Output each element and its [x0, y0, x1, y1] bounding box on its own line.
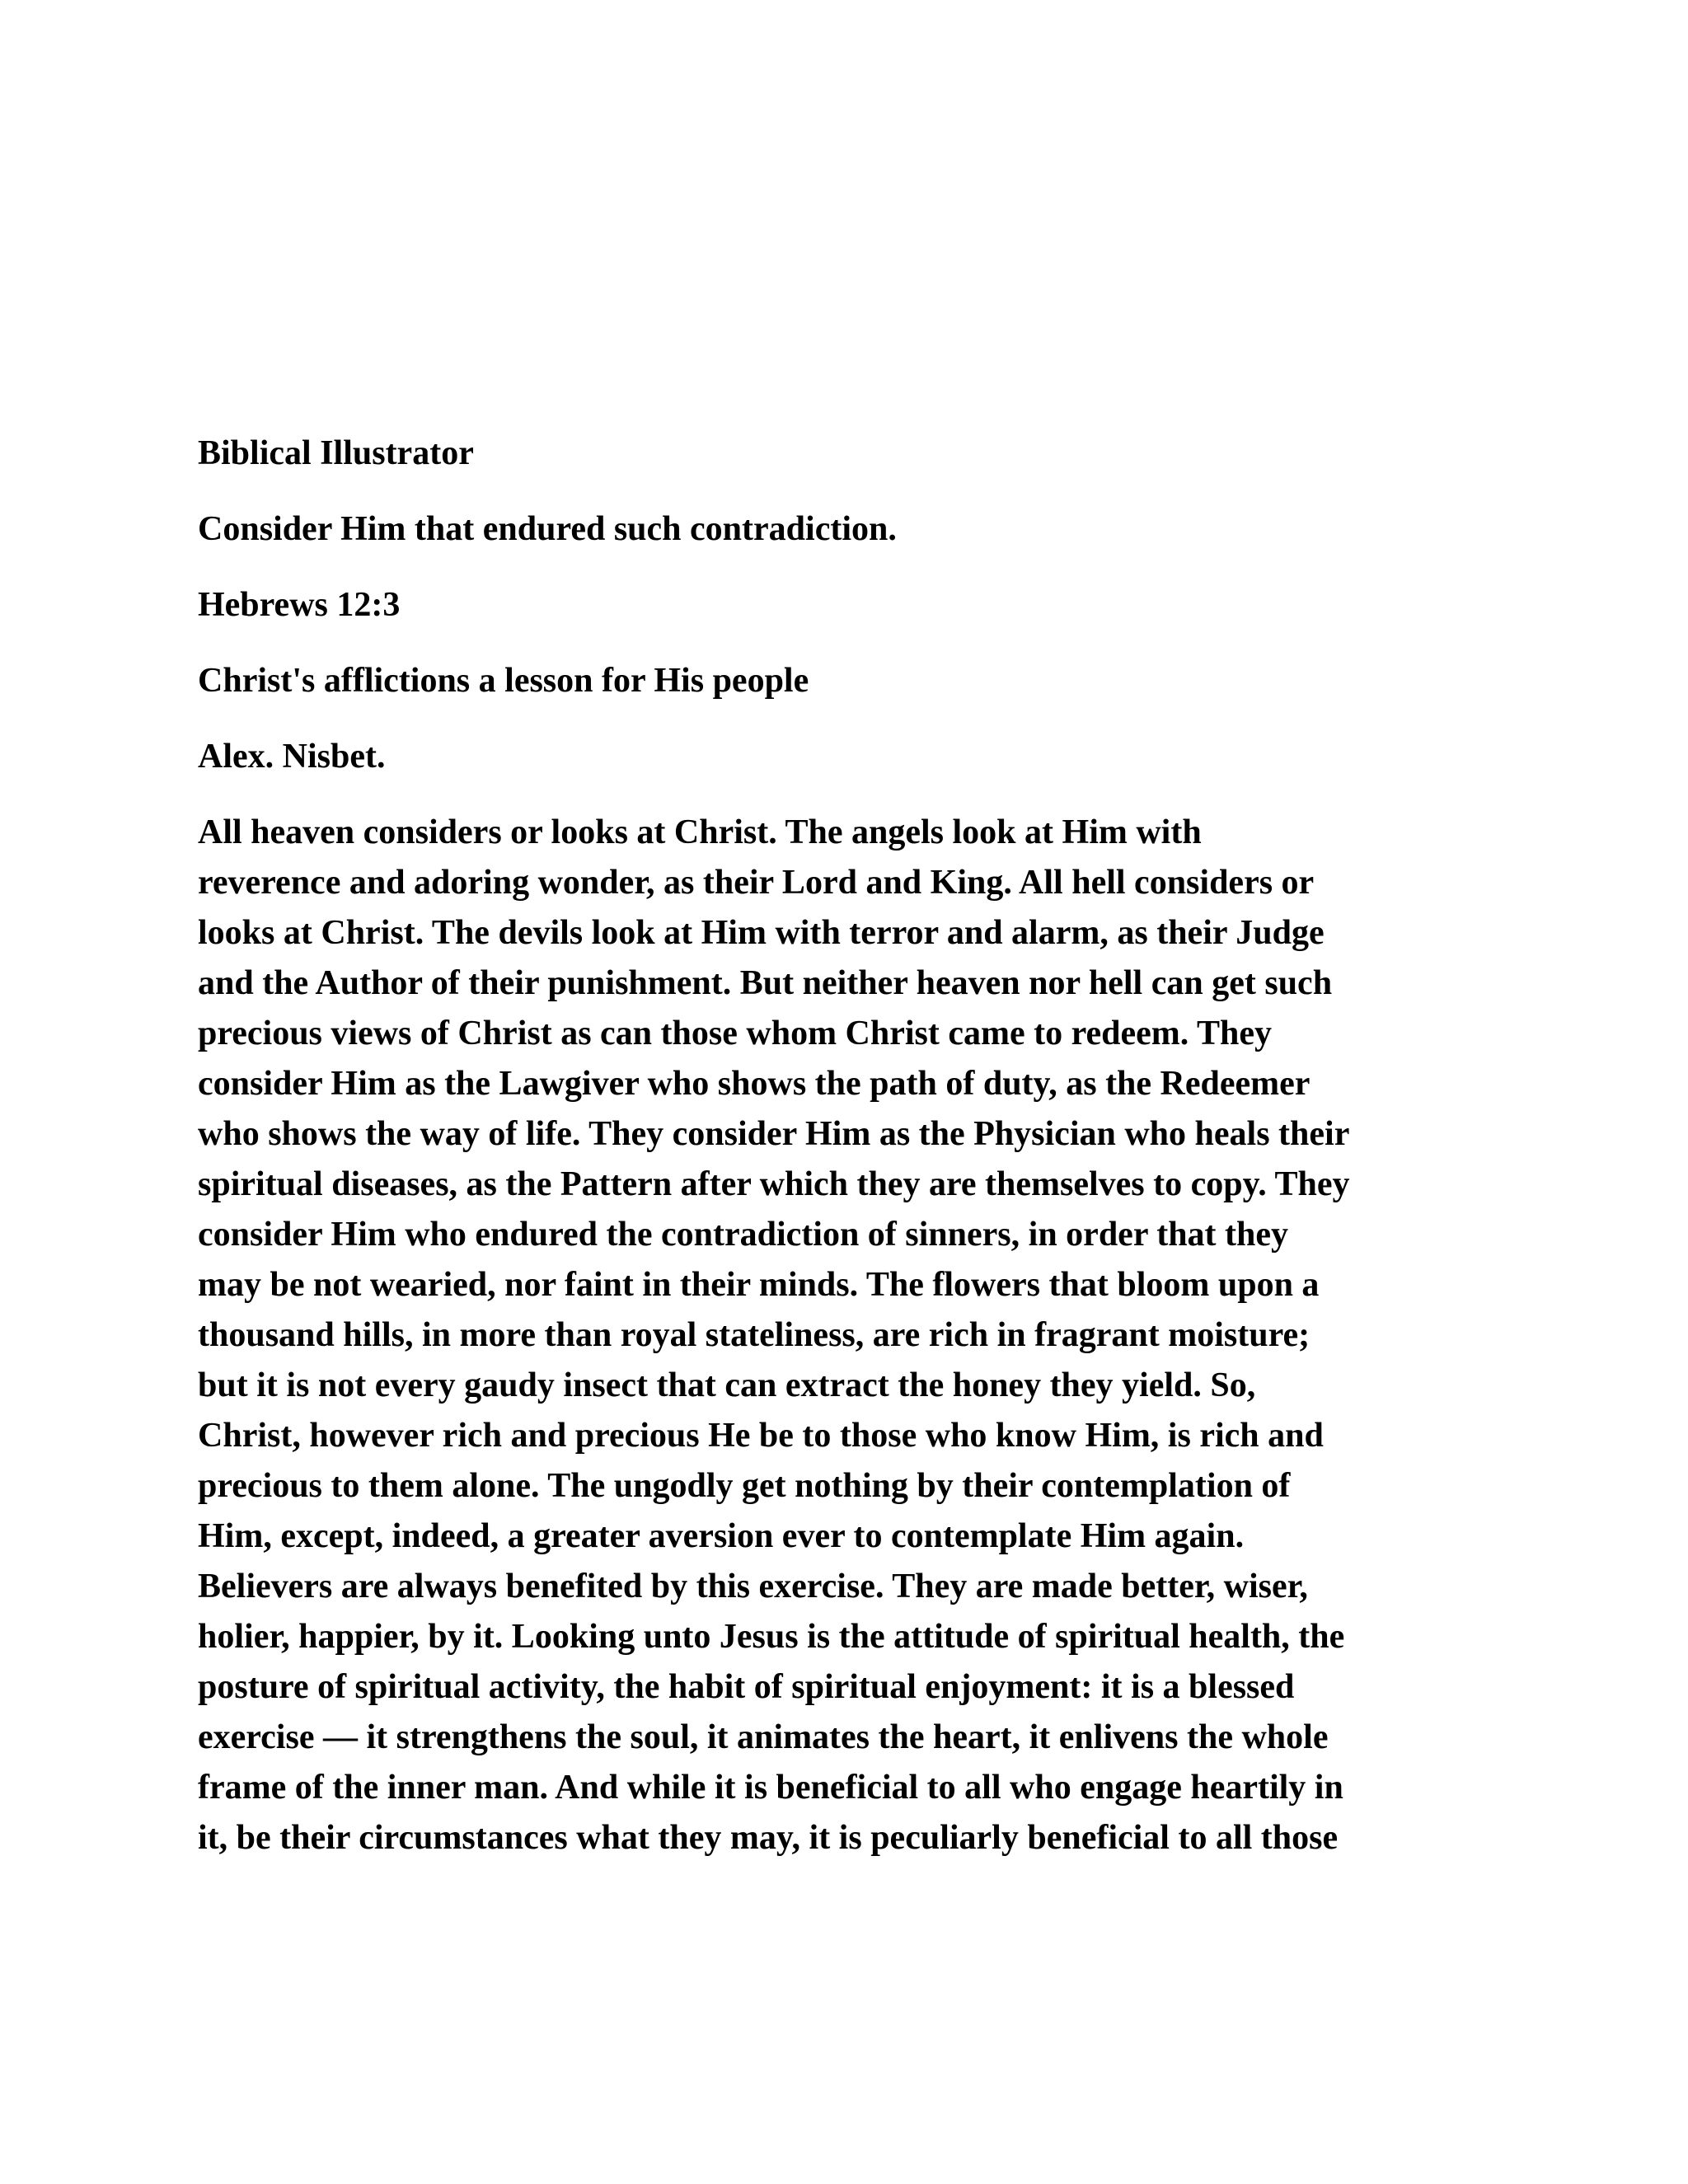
- body-line: but it is not every gaudy insect that can extract the honey they yield. So,: [198, 1366, 1256, 1404]
- body-line: thousand hills, in more than royal stateliness, are rich in fragrant moisture;: [198, 1316, 1311, 1354]
- body-line: spiritual diseases, as the Pattern after which they are themselves to copy. They: [198, 1165, 1350, 1203]
- section-title: Christ's afflictions a lesson for His people: [198, 662, 809, 700]
- source-title: Biblical Illustrator: [198, 434, 474, 472]
- body-paragraph: [198, 808, 1500, 1863]
- author: Alex. Nisbet.: [198, 738, 386, 776]
- body-line: precious to them alone. The ungodly get nothing by their contemplation of: [198, 1467, 1291, 1505]
- body-line: posture of spiritual activity, the habit of spiritual enjoyment: it is a blessed: [198, 1668, 1295, 1706]
- body-line: Him, except, indeed, a greater aversion ever to contemplate Him again.: [198, 1517, 1245, 1555]
- body-line: it, be their circumstances what they may, it is peculiarly beneficial to all those: [198, 1819, 1339, 1857]
- body-line: may be not wearied, nor faint in their minds. The flowers that bloom upon a: [198, 1266, 1320, 1304]
- body-line: exercise — it strengthens the soul, it animates the heart, it enlivens the whole: [198, 1718, 1329, 1756]
- body-line: Believers are always benefited by this exercise. They are made better, wiser,: [198, 1568, 1308, 1605]
- body-line: reverence and adoring wonder, as their Lord and King. All hell considers or: [198, 864, 1315, 902]
- scripture-reference: Hebrews 12:3: [198, 586, 401, 624]
- body-line: precious views of Christ as can those whom Christ came to redeem. They: [198, 1015, 1273, 1052]
- body-line: who shows the way of life. They consider Him as the Physician who heals their: [198, 1115, 1350, 1153]
- body-line: consider Him who endured the contradiction of sinners, in order that they: [198, 1216, 1289, 1254]
- body-line: Christ, however rich and precious He be to those who know Him, is rich and: [198, 1417, 1324, 1455]
- body-line: consider Him as the Lawgiver who shows the path of duty, as the Redeemer: [198, 1065, 1311, 1103]
- heading: Consider Him that endured such contradiction.: [198, 510, 897, 548]
- body-line: frame of the inner man. And while it is beneficial to all who engage heartily in: [198, 1769, 1343, 1807]
- document-content: [198, 429, 1500, 1863]
- body-line: All heaven considers or looks at Christ. The angels look at Him with: [198, 813, 1202, 851]
- body-line: holier, happier, by it. Looking unto Jesus is the attitude of spiritual health, the: [198, 1618, 1345, 1656]
- body-line: looks at Christ. The devils look at Him with terror and alarm, as their Judge: [198, 914, 1325, 952]
- body-line: and the Author of their punishment. But neither heaven nor hell can get such: [198, 964, 1333, 1002]
